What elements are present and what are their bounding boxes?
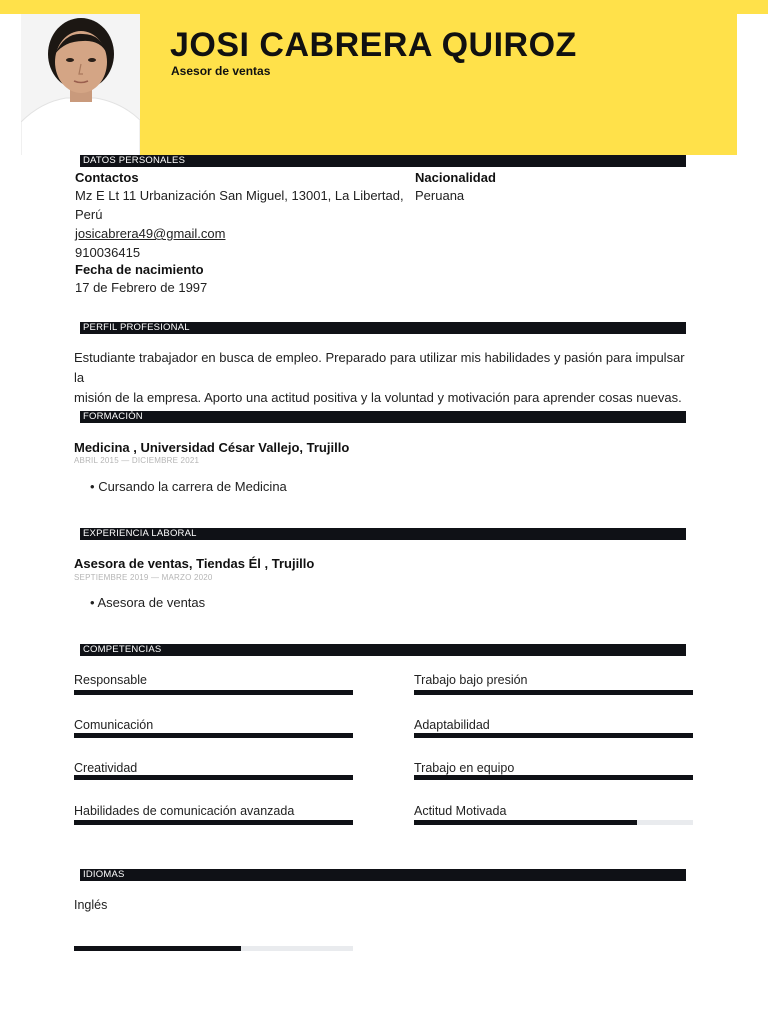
skill-8-track	[414, 820, 693, 825]
section-personal-data	[80, 155, 686, 167]
section-title: FORMACIÓN	[83, 411, 143, 422]
profile-line-1: Estudiante trabajador en busca de empleo. Preparado para utilizar mis habilidades y pasión para impulsar la	[74, 350, 685, 385]
section-experience	[80, 528, 686, 540]
birth-date-label: Fecha de nacimiento	[75, 262, 204, 277]
section-title: DATOS PERSONALES	[83, 155, 186, 166]
candidate-role: Asesor de ventas	[171, 64, 271, 78]
birth-date: 17 de Febrero de 1997	[75, 280, 208, 295]
skill-6-level-fill	[414, 775, 693, 780]
section-title: PERFIL PROFESIONAL	[83, 322, 190, 333]
profile-line-2: misión de la empresa. Aporto una actitud positiva y la voluntad y motivación para aprender cosas nuevas.	[74, 390, 682, 405]
section-skills	[80, 644, 686, 656]
nationality-label: Nacionalidad	[415, 170, 496, 185]
skill-4-track	[414, 733, 693, 738]
skill-1-level-fill	[74, 690, 353, 695]
address-line-1: Mz E Lt 11 Urbanización San Miguel, 13001, La Libertad,	[75, 188, 404, 203]
bullet-dot: •	[90, 479, 95, 494]
skill-2-label: Trabajo bajo presión	[414, 673, 528, 687]
section-professional-profile	[80, 322, 686, 334]
email-link[interactable]: josicabrera49@gmail.com	[75, 226, 226, 241]
education-dates: ABRIL 2015 — DICIEMBRE 2021	[74, 456, 200, 465]
nationality-value: Peruana	[415, 188, 465, 203]
skill-8-label: Actitud Motivada	[414, 804, 507, 818]
skill-5-track	[74, 775, 353, 780]
education-title: Medicina , Universidad César Vallejo, Trujillo	[74, 440, 350, 455]
profile-text	[74, 348, 694, 408]
candidate-name: JOSI CABRERA QUIROZ	[170, 26, 577, 64]
experience-bullet-text: Asesora de ventas	[97, 595, 206, 610]
language-1-label: Inglés	[74, 898, 108, 912]
skill-7-level-fill	[74, 820, 353, 825]
skill-7-track	[74, 820, 353, 825]
skill-3-label: Comunicación	[74, 718, 154, 732]
experience-dates: SEPTIEMBRE 2019 — MARZO 2020	[74, 573, 213, 582]
skill-5-label: Creatividad	[74, 761, 138, 775]
contacts-label: Contactos	[75, 170, 139, 185]
top-accent-bar	[0, 0, 768, 14]
section-title: EXPERIENCIA LABORAL	[83, 528, 197, 539]
skill-3-level-fill	[74, 733, 353, 738]
experience-bullet	[90, 595, 205, 610]
skill-2-level-fill	[414, 690, 693, 695]
skill-4-level-fill	[414, 733, 693, 738]
education-bullet	[90, 479, 287, 494]
section-languages	[80, 869, 686, 881]
skill-6-label: Trabajo en equipo	[414, 761, 515, 775]
skill-2-track	[414, 690, 693, 695]
phone-number: 910036415	[75, 245, 141, 260]
address-line-2: Perú	[75, 207, 103, 222]
skill-1-label: Responsable	[74, 673, 147, 687]
bullet-dot: •	[90, 595, 95, 610]
skill-7-label: Habilidades de comunicación avanzada	[74, 804, 295, 818]
experience-title: Asesora de ventas, Tiendas Él , Trujillo	[74, 556, 315, 571]
language-1-track	[74, 946, 353, 951]
section-education	[80, 411, 686, 423]
profile-photo	[21, 14, 140, 155]
section-title: IDIOMAS	[83, 869, 125, 880]
skill-4-label: Adaptabilidad	[414, 718, 490, 732]
skill-5-level-fill	[74, 775, 353, 780]
skill-6-track	[414, 775, 693, 780]
skill-1-track	[74, 690, 353, 695]
education-bullet-text: Cursando la carrera de Medicina	[98, 479, 287, 494]
skill-8-level-fill	[414, 820, 637, 825]
section-title: COMPETENCIAS	[83, 644, 162, 655]
language-1-level-fill	[74, 946, 241, 951]
skill-3-track	[74, 733, 353, 738]
